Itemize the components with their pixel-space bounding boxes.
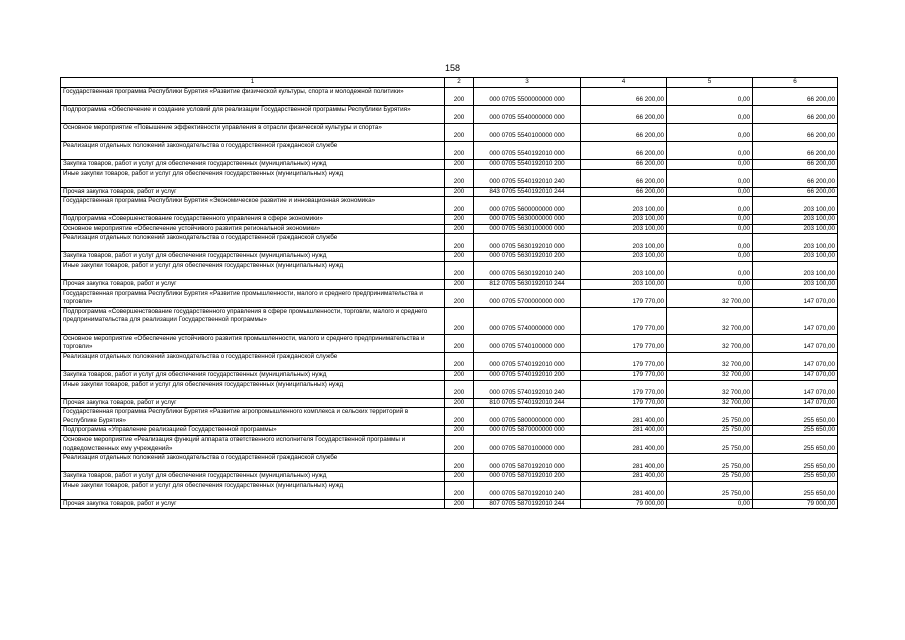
row-value-5: 0,00 — [667, 106, 753, 124]
row-code: 200 — [445, 169, 474, 187]
table-body — [61, 78, 838, 509]
row-value-5: 0,00 — [667, 215, 753, 225]
row-code: 200 — [445, 380, 474, 398]
row-value-6: 203 100,00 — [753, 224, 838, 234]
table-row — [61, 454, 838, 472]
row-code: 200 — [445, 481, 474, 499]
table-row — [61, 279, 838, 289]
row-classification: 000 0705 5600000000 000 — [474, 197, 581, 215]
table-row — [61, 234, 838, 252]
table-row — [61, 169, 838, 187]
table-row — [61, 472, 838, 482]
row-classification: 000 0705 5870192010 000 — [474, 454, 581, 472]
row-name: Закупка товаров, работ и услуг для обеспечения государственных (муниципальных) нужд — [61, 252, 445, 262]
row-value-6: 147 070,00 — [753, 398, 838, 408]
table-row — [61, 352, 838, 370]
row-value-4: 203 100,00 — [581, 252, 667, 262]
row-value-5: 32 700,00 — [667, 352, 753, 370]
row-classification: 000 0705 5540192010 240 — [474, 169, 581, 187]
table-row — [61, 370, 838, 380]
row-classification: 000 0705 5740192010 200 — [474, 370, 581, 380]
row-value-6: 255 650,00 — [753, 408, 838, 426]
row-value-6: 66 200,00 — [753, 88, 838, 106]
table-row — [61, 124, 838, 142]
row-name: Иные закупки товаров, работ и услуг для обеспечения государственных (муниципальных) нужд — [61, 261, 445, 279]
row-value-5: 0,00 — [667, 252, 753, 262]
row-value-6: 203 100,00 — [753, 215, 838, 225]
row-code: 200 — [445, 197, 474, 215]
row-classification: 000 0705 5740192010 240 — [474, 380, 581, 398]
row-name: Государственная программа Республики Бурятия «Экономическое развитие и инновационная экономика» — [61, 197, 445, 215]
row-code: 200 — [445, 398, 474, 408]
row-code: 200 — [445, 426, 474, 436]
row-value-5: 32 700,00 — [667, 370, 753, 380]
table-row — [61, 142, 838, 160]
row-name: Основное мероприятие «Обеспечение устойчивого развития региональной экономики» — [61, 224, 445, 234]
row-value-6: 203 100,00 — [753, 234, 838, 252]
row-name: Иные закупки товаров, работ и услуг для обеспечения государственных (муниципальных) нужд — [61, 380, 445, 398]
header-cell-6: 6 — [753, 78, 838, 88]
row-code: 200 — [445, 124, 474, 142]
row-value-4: 203 100,00 — [581, 215, 667, 225]
row-value-6: 203 100,00 — [753, 261, 838, 279]
row-classification: 812 0705 5630192010 244 — [474, 279, 581, 289]
row-value-5: 0,00 — [667, 279, 753, 289]
row-value-6: 255 650,00 — [753, 435, 838, 453]
row-value-6: 203 100,00 — [753, 279, 838, 289]
row-classification: 000 0705 5630192010 000 — [474, 234, 581, 252]
row-value-6: 147 070,00 — [753, 380, 838, 398]
row-name: Подпрограмма «Управление реализацией Государственной программы» — [61, 426, 445, 436]
row-name: Иные закупки товаров, работ и услуг для обеспечения государственных (муниципальных) нужд — [61, 169, 445, 187]
row-value-4: 281 400,00 — [581, 408, 667, 426]
row-value-6: 147 070,00 — [753, 370, 838, 380]
row-value-5: 0,00 — [667, 187, 753, 197]
table-row — [61, 224, 838, 234]
row-value-5: 25 750,00 — [667, 408, 753, 426]
row-value-4: 66 200,00 — [581, 187, 667, 197]
table-row — [61, 408, 838, 426]
row-value-5: 0,00 — [667, 499, 753, 509]
row-name: Прочая закупка товаров, работ и услуг — [61, 398, 445, 408]
row-name: Основное мероприятие «Реализация функций аппарата ответственного исполнителя Государственной программы и подведомственных ему учреждений» — [61, 435, 445, 453]
row-classification: 000 0705 5540100000 000 — [474, 124, 581, 142]
row-code: 200 — [445, 215, 474, 225]
row-name: Подпрограмма «Обеспечение и создание условий для реализации Государственной программы Республики Бурятия» — [61, 106, 445, 124]
row-value-4: 179 770,00 — [581, 352, 667, 370]
row-code: 200 — [445, 289, 474, 307]
row-value-4: 203 100,00 — [581, 197, 667, 215]
row-name: Государственная программа Республики Бурятия «Развитие промышленности, малого и среднего предпринимательства и торговли» — [61, 289, 445, 307]
row-value-5: 32 700,00 — [667, 380, 753, 398]
header-cell-4: 4 — [581, 78, 667, 88]
table-row — [61, 499, 838, 509]
row-classification: 000 0705 5540192010 200 — [474, 160, 581, 170]
row-value-5: 25 750,00 — [667, 472, 753, 482]
row-code: 200 — [445, 454, 474, 472]
table-row — [61, 252, 838, 262]
row-value-6: 66 200,00 — [753, 160, 838, 170]
row-value-4: 66 200,00 — [581, 124, 667, 142]
row-name: Основное мероприятие «Обеспечение устойчивого развития промышленности, малого и среднего предпринимательства и торговли» — [61, 334, 445, 352]
row-name: Закупка товаров, работ и услуг для обеспечения государственных (муниципальных) нужд — [61, 472, 445, 482]
row-value-6: 147 070,00 — [753, 307, 838, 334]
row-value-4: 281 400,00 — [581, 435, 667, 453]
table-row — [61, 334, 838, 352]
table-row — [61, 435, 838, 453]
row-classification: 000 0705 5800000000 000 — [474, 408, 581, 426]
row-value-4: 179 770,00 — [581, 398, 667, 408]
row-name: Государственная программа Республики Бурятия «Развитие физической культуры, спорта и молодежной политики» — [61, 88, 445, 106]
row-code: 200 — [445, 307, 474, 334]
row-value-5: 25 750,00 — [667, 481, 753, 499]
table-row — [61, 398, 838, 408]
row-value-4: 281 400,00 — [581, 426, 667, 436]
row-name: Реализация отдельных положений законодательства о государственной гражданской службе — [61, 352, 445, 370]
row-code: 200 — [445, 88, 474, 106]
row-value-4: 66 200,00 — [581, 169, 667, 187]
row-value-5: 0,00 — [667, 224, 753, 234]
row-value-6: 66 200,00 — [753, 124, 838, 142]
row-classification: 000 0705 5870192010 200 — [474, 472, 581, 482]
row-value-5: 0,00 — [667, 261, 753, 279]
row-classification: 000 0705 5630192010 200 — [474, 252, 581, 262]
row-name: Подпрограмма «Совершенствование государственного управления в сфере промышленности, торговли, малого и среднего предпринимательства для реализации Государственной программы» — [61, 307, 445, 334]
row-value-6: 147 070,00 — [753, 334, 838, 352]
row-value-4: 179 770,00 — [581, 380, 667, 398]
row-name: Прочая закупка товаров, работ и услуг — [61, 499, 445, 509]
table-row — [61, 481, 838, 499]
row-value-4: 179 770,00 — [581, 307, 667, 334]
row-code: 200 — [445, 279, 474, 289]
row-value-4: 179 770,00 — [581, 370, 667, 380]
row-value-5: 25 750,00 — [667, 426, 753, 436]
row-classification: 000 0705 5740000000 000 — [474, 307, 581, 334]
row-classification: 000 0705 5630100000 000 — [474, 224, 581, 234]
row-name: Иные закупки товаров, работ и услуг для обеспечения государственных (муниципальных) нужд — [61, 481, 445, 499]
row-code: 200 — [445, 187, 474, 197]
row-value-4: 179 770,00 — [581, 334, 667, 352]
row-value-4: 203 100,00 — [581, 224, 667, 234]
row-value-4: 66 200,00 — [581, 106, 667, 124]
row-name: Государственная программа Республики Бурятия «Развитие агропромышленного комплекса и сельских территорий в Республике Бурятия» — [61, 408, 445, 426]
budget-table — [60, 77, 838, 509]
row-name: Закупка товаров, работ и услуг для обеспечения государственных (муниципальных) нужд — [61, 370, 445, 380]
table-row — [61, 197, 838, 215]
row-code: 200 — [445, 408, 474, 426]
row-code: 200 — [445, 142, 474, 160]
row-value-5: 0,00 — [667, 160, 753, 170]
row-value-6: 255 650,00 — [753, 454, 838, 472]
row-classification: 807 0705 5870192010 244 — [474, 499, 581, 509]
row-value-4: 203 100,00 — [581, 234, 667, 252]
row-name: Основное мероприятие «Повышение эффективности управления в отрасли физической культуры и спорта» — [61, 124, 445, 142]
row-value-4: 281 400,00 — [581, 481, 667, 499]
table-row — [61, 380, 838, 398]
row-value-5: 0,00 — [667, 124, 753, 142]
row-value-6: 79 000,00 — [753, 499, 838, 509]
row-value-6: 203 100,00 — [753, 252, 838, 262]
row-value-6: 66 200,00 — [753, 169, 838, 187]
row-name: Реализация отдельных положений законодательства о государственной гражданской службе — [61, 142, 445, 160]
row-name: Закупка товаров, работ и услуг для обеспечения государственных (муниципальных) нужд — [61, 160, 445, 170]
header-cell-2: 2 — [445, 78, 474, 88]
header-cell-5: 5 — [667, 78, 753, 88]
row-value-4: 66 200,00 — [581, 160, 667, 170]
header-cell-3: 3 — [474, 78, 581, 88]
header-cell-1: 1 — [61, 78, 445, 88]
row-code: 200 — [445, 224, 474, 234]
table-row — [61, 160, 838, 170]
row-code: 200 — [445, 252, 474, 262]
row-value-4: 179 770,00 — [581, 289, 667, 307]
row-classification: 000 0705 5700000000 000 — [474, 289, 581, 307]
row-name: Прочая закупка товаров, работ и услуг — [61, 187, 445, 197]
row-classification: 000 0705 5630192010 240 — [474, 261, 581, 279]
row-name: Реализация отдельных положений законодательства о государственной гражданской службе — [61, 234, 445, 252]
row-code: 200 — [445, 334, 474, 352]
row-value-6: 66 200,00 — [753, 142, 838, 160]
table-row — [61, 215, 838, 225]
row-name: Подпрограмма «Совершенствование государственного управления в сфере экономики» — [61, 215, 445, 225]
row-code: 200 — [445, 261, 474, 279]
row-value-6: 66 200,00 — [753, 187, 838, 197]
page-number: 158 — [444, 63, 461, 73]
row-value-5: 0,00 — [667, 169, 753, 187]
row-code: 200 — [445, 499, 474, 509]
row-value-4: 66 200,00 — [581, 88, 667, 106]
row-classification: 000 0705 5870192010 240 — [474, 481, 581, 499]
row-classification: 000 0705 5740192010 000 — [474, 352, 581, 370]
row-classification: 000 0705 5500000000 000 — [474, 88, 581, 106]
row-value-6: 147 070,00 — [753, 352, 838, 370]
table-row — [61, 187, 838, 197]
row-value-5: 0,00 — [667, 142, 753, 160]
row-code: 200 — [445, 234, 474, 252]
row-value-5: 0,00 — [667, 197, 753, 215]
row-classification: 000 0705 5630000000 000 — [474, 215, 581, 225]
row-value-6: 203 100,00 — [753, 197, 838, 215]
table-row — [61, 289, 838, 307]
row-value-5: 0,00 — [667, 234, 753, 252]
row-value-4: 203 100,00 — [581, 261, 667, 279]
row-classification: 000 0705 5740100000 000 — [474, 334, 581, 352]
row-classification: 000 0705 5540000000 000 — [474, 106, 581, 124]
row-value-5: 32 700,00 — [667, 307, 753, 334]
header-row — [61, 78, 838, 88]
row-classification: 000 0705 5540192010 000 — [474, 142, 581, 160]
row-value-5: 32 700,00 — [667, 334, 753, 352]
row-name: Реализация отдельных положений законодательства о государственной гражданской службе — [61, 454, 445, 472]
row-code: 200 — [445, 106, 474, 124]
row-classification: 843 0705 5540192010 244 — [474, 187, 581, 197]
row-value-6: 255 650,00 — [753, 426, 838, 436]
row-value-4: 66 200,00 — [581, 142, 667, 160]
row-value-6: 147 070,00 — [753, 289, 838, 307]
row-code: 200 — [445, 352, 474, 370]
table-row — [61, 261, 838, 279]
row-value-6: 255 650,00 — [753, 472, 838, 482]
row-value-5: 25 750,00 — [667, 454, 753, 472]
row-value-4: 281 400,00 — [581, 472, 667, 482]
row-name: Прочая закупка товаров, работ и услуг — [61, 279, 445, 289]
row-classification: 000 0705 5870100000 000 — [474, 435, 581, 453]
row-value-4: 281 400,00 — [581, 454, 667, 472]
row-classification: 000 0705 5870000000 000 — [474, 426, 581, 436]
row-value-4: 79 000,00 — [581, 499, 667, 509]
row-value-5: 32 700,00 — [667, 289, 753, 307]
row-classification: 810 0705 5740192010 244 — [474, 398, 581, 408]
row-value-5: 0,00 — [667, 88, 753, 106]
row-value-5: 32 700,00 — [667, 398, 753, 408]
row-code: 200 — [445, 370, 474, 380]
table-row — [61, 106, 838, 124]
row-code: 200 — [445, 472, 474, 482]
row-code: 200 — [445, 435, 474, 453]
table-row — [61, 88, 838, 106]
row-value-4: 203 100,00 — [581, 279, 667, 289]
table-row — [61, 426, 838, 436]
row-value-6: 66 200,00 — [753, 106, 838, 124]
row-code: 200 — [445, 160, 474, 170]
row-value-5: 25 750,00 — [667, 435, 753, 453]
table-row — [61, 307, 838, 334]
row-value-6: 255 650,00 — [753, 481, 838, 499]
